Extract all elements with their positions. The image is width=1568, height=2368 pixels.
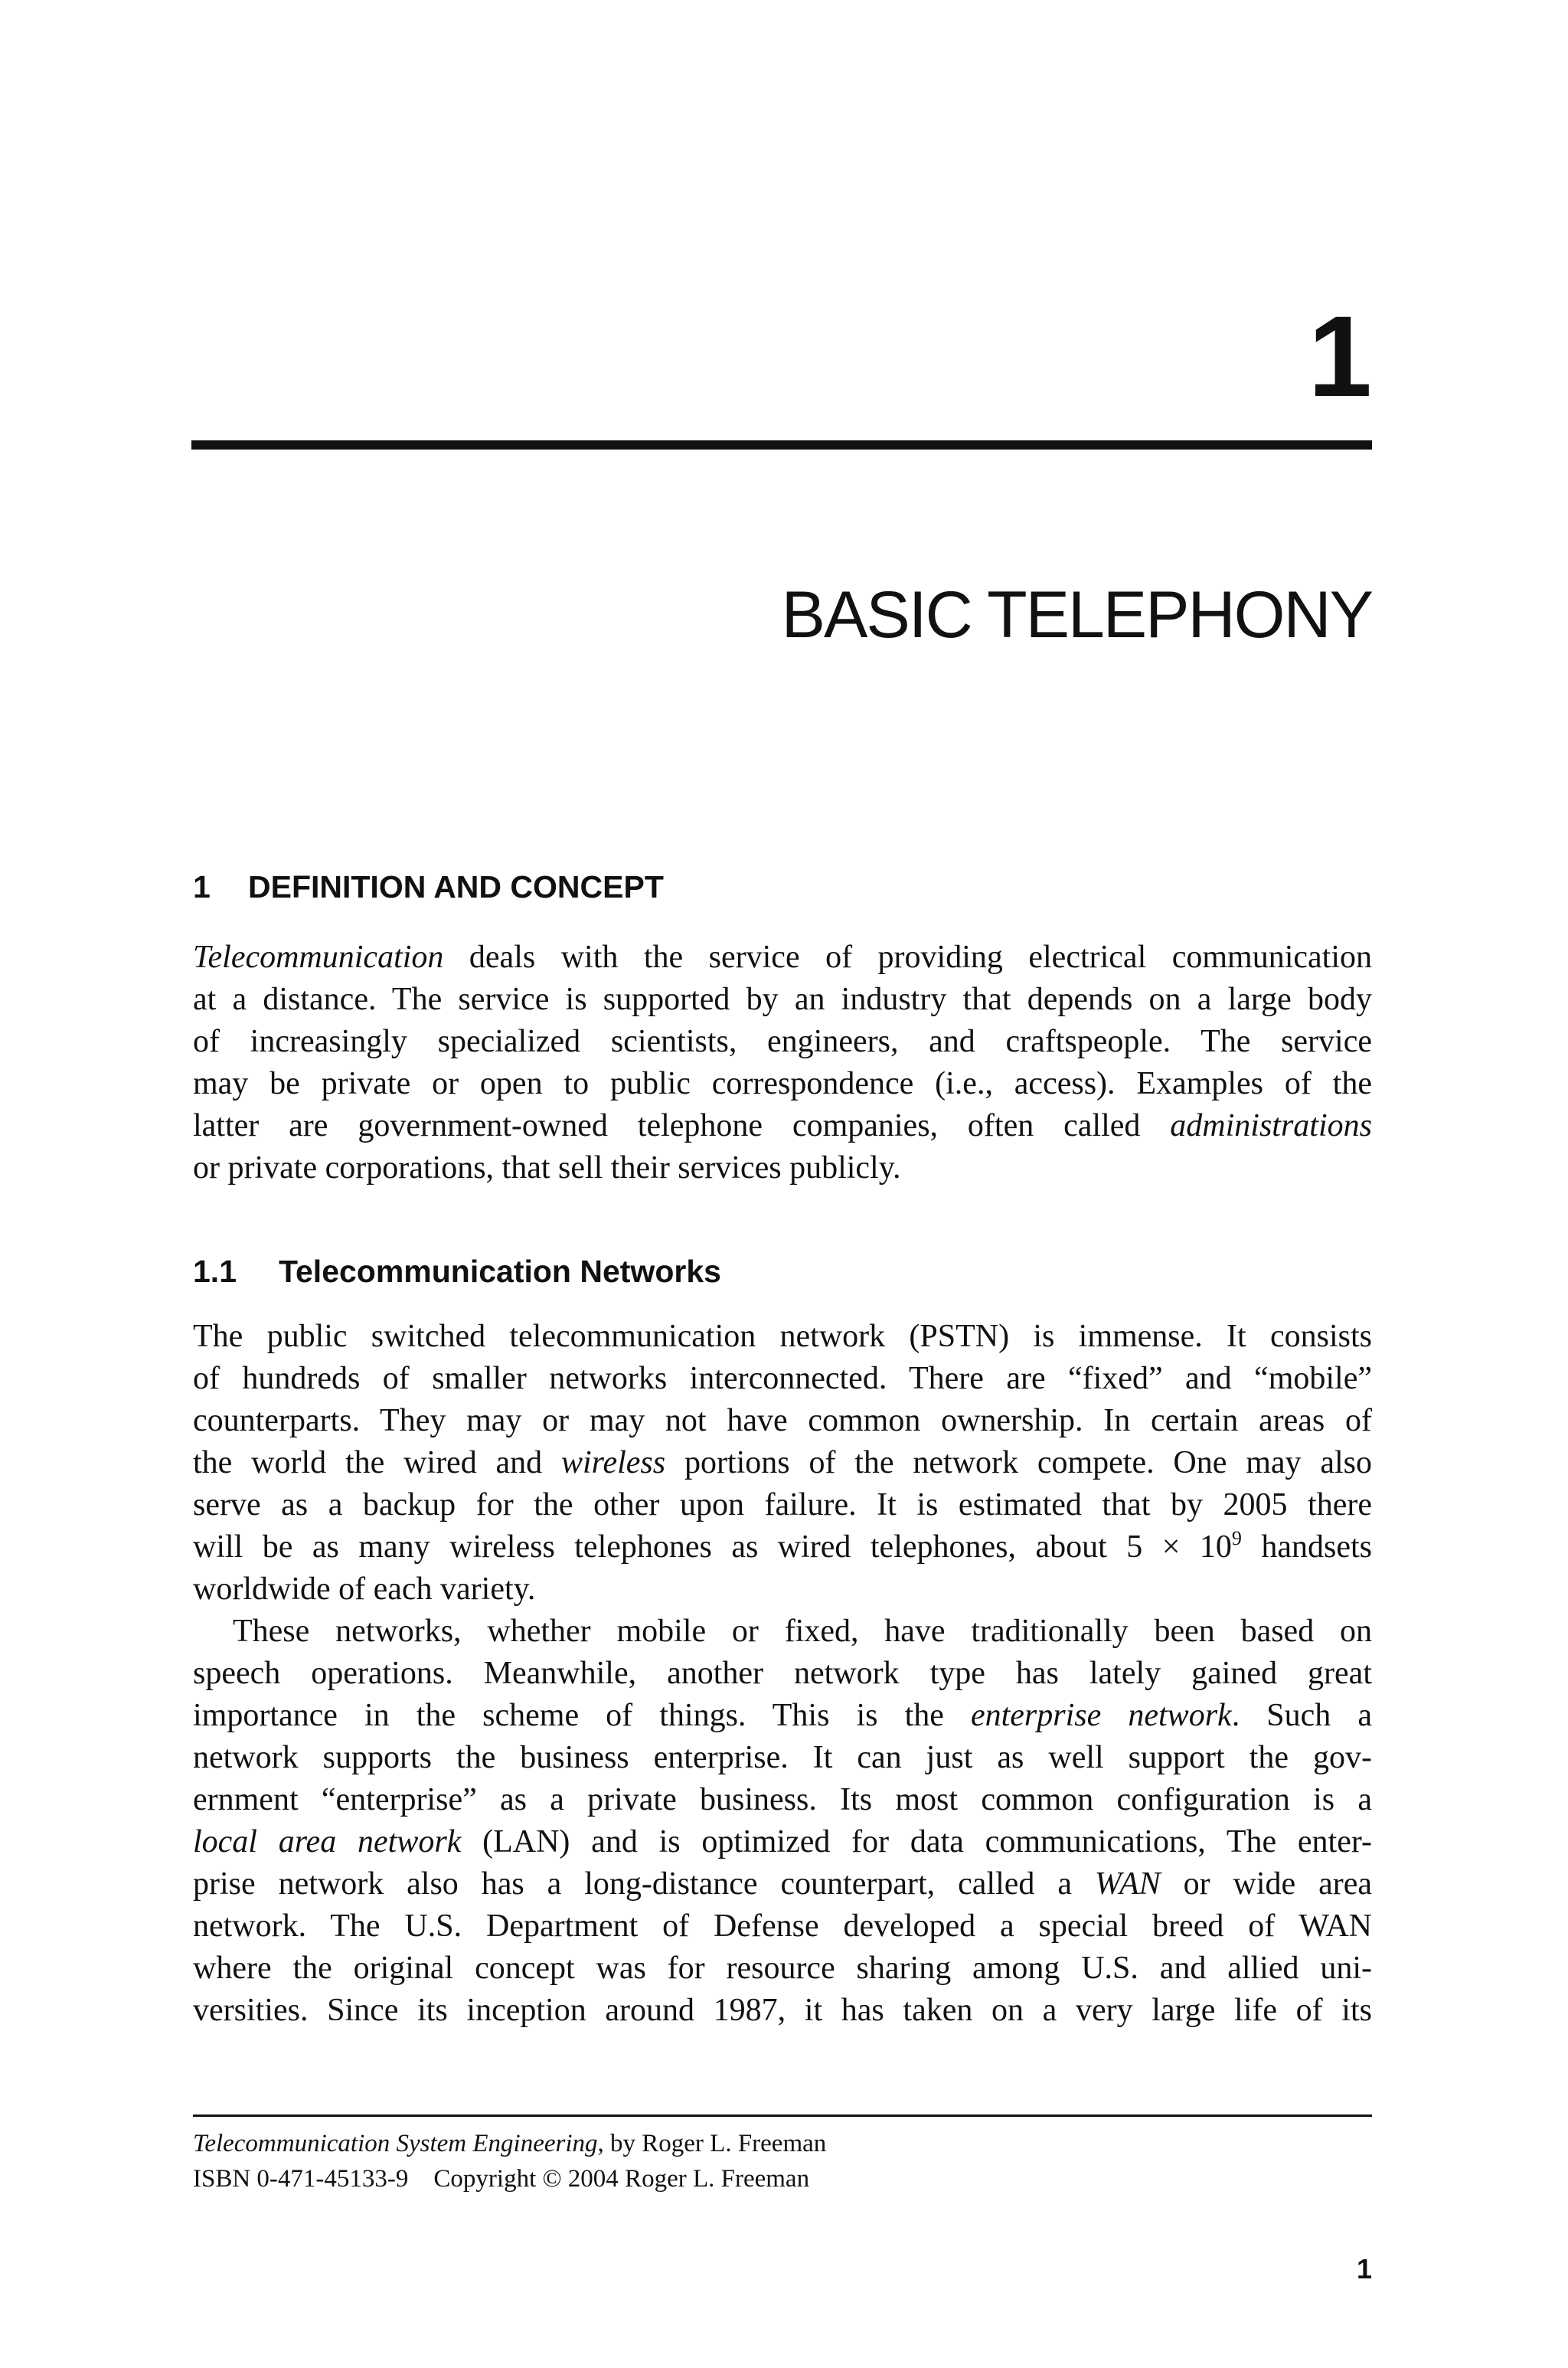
text-line: or private corporations, that sell their services publicly.: [193, 1150, 901, 1186]
networks-paragraph-2: [193, 1611, 1372, 2032]
superscript: 9: [1231, 1527, 1242, 1549]
text-line: will be as many wireless telephones as wired telephones, about 5 × 10: [193, 1529, 1232, 1565]
text-line: of increasingly specialized scientists, engineers, and craftspeople. The service: [193, 1024, 1372, 1059]
by-line: , by Roger L. Freeman: [597, 2130, 827, 2157]
italic-term: enterprise network: [970, 1698, 1232, 1733]
footer-isbn: ISBN 0-471-45133-9 Copyright © 2004 Roger L. Freeman: [193, 2165, 810, 2193]
italic-term: wireless: [561, 1445, 666, 1480]
book-title: Telecommunication System Engineering: [193, 2130, 598, 2157]
text-line: may be private or open to public correspondence (i.e., access). Examples of the: [193, 1066, 1372, 1101]
subsection-heading: [193, 1256, 721, 1287]
italic-term: Telecommunication: [193, 940, 444, 975]
section-number: 1: [193, 869, 211, 904]
chapter-number: 1: [1308, 292, 1372, 420]
text-line: deals with the service of providing electrical communication: [443, 940, 1372, 975]
subsection-number: 1.1: [193, 1254, 237, 1289]
footer-citation: [193, 2131, 826, 2157]
text-line: counterparts. They may or may not have common ownership. In certain areas of: [193, 1403, 1372, 1438]
text-line: or wide area: [1160, 1866, 1372, 1902]
networks-paragraph-1: [193, 1316, 1372, 1611]
subsection-title: Telecommunication Networks: [279, 1254, 721, 1289]
section-title: DEFINITION AND CONCEPT: [248, 869, 664, 904]
text-line: serve as a backup for the other upon failure. It is estimated that by 2005 there: [193, 1487, 1372, 1523]
text-line: (LAN) and is optimized for data communications, The enter-: [461, 1824, 1372, 1859]
chapter-title: BASIC TELEPHONY: [781, 578, 1372, 652]
text-line: of hundreds of smaller networks interconnected. There are “fixed” and “mobile”: [193, 1361, 1372, 1396]
text-line: handsets: [1241, 1529, 1372, 1565]
text-line: at a distance. The service is supported by an industry that depends on a large body: [193, 982, 1372, 1017]
text-line: versities. Since its inception around 1987, it has taken on a very large life of its: [193, 1993, 1372, 2028]
text-line: where the original concept was for resource sharing among U.S. and allied uni-: [193, 1951, 1372, 1986]
text-line: prise network also has a long-distance counterpart, called a: [193, 1866, 1095, 1902]
text-line: the world the wired and: [193, 1445, 561, 1480]
text-line: speech operations. Meanwhile, another network type has lately gained great: [193, 1656, 1372, 1691]
italic-term: local area network: [193, 1824, 462, 1859]
text-line: network supports the business enterprise. It can just as well support the gov-: [193, 1740, 1372, 1775]
section-paragraph: [193, 937, 1372, 1189]
text-line: importance in the scheme of things. This is the: [193, 1698, 971, 1733]
text-line: These networks, whether mobile or fixed, have traditionally been based on: [233, 1614, 1372, 1649]
italic-term: WAN: [1094, 1866, 1161, 1902]
text-line: The public switched telecommunication network (PSTN) is immense. It consists: [193, 1319, 1372, 1354]
text-line: network. The U.S. Department of Defense developed a special breed of WAN: [193, 1908, 1372, 1944]
text-line: worldwide of each variety.: [193, 1572, 536, 1607]
page-number: 1: [1356, 2253, 1372, 2285]
text-line: portions of the network compete. One may also: [665, 1445, 1372, 1480]
text-line: . Such a: [1231, 1698, 1372, 1733]
text-line: latter are government-owned telephone companies, often called: [193, 1108, 1171, 1143]
footer-rule: [193, 2115, 1372, 2117]
italic-term: administrations: [1170, 1108, 1372, 1143]
chapter-rule: [191, 440, 1372, 450]
text-line: ernment “enterprise” as a private business. Its most common configuration is a: [193, 1782, 1372, 1817]
section-heading: [193, 869, 664, 904]
